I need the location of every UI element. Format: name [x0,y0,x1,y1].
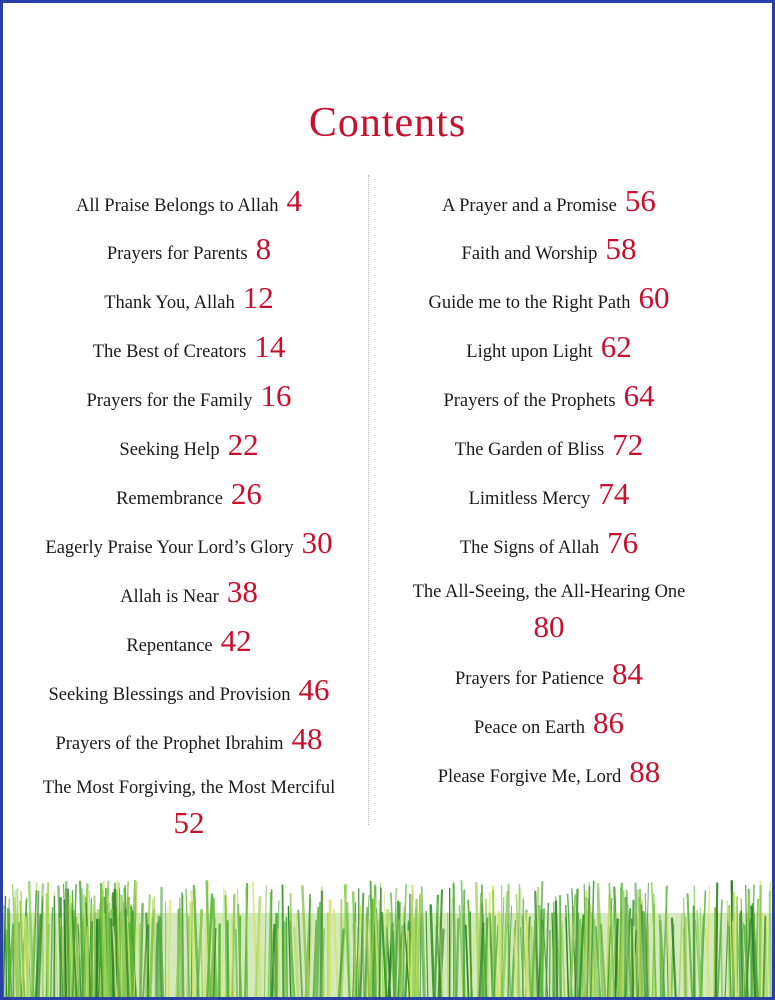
toc-entry[interactable] [9,330,369,370]
toc-entry-title: A Prayer and a Promise [442,196,617,216]
toc-entry-title: The Garden of Bliss [454,440,605,460]
toc-entry-title: The Most Forgiving, the Most Merciful [42,778,336,798]
toc-entry-title: The Signs of Allah [459,538,600,558]
toc-entry[interactable] [369,477,729,517]
toc-entry-page: 60 [638,280,670,315]
contents-column-left [9,3,369,997]
toc-entry[interactable] [9,771,369,840]
toc-entry-page: 46 [298,672,330,707]
toc-entry[interactable] [369,330,729,370]
contents-column-right [369,3,729,997]
toc-entry-title: Remembrance [116,489,223,509]
page-title: Contents [308,100,467,146]
toc-entry-page: 8 [255,231,272,266]
toc-entry-page: 14 [254,329,286,364]
toc-entry[interactable] [369,184,729,224]
toc-entry[interactable] [9,624,369,664]
toc-entry-page: 84 [611,656,643,691]
toc-entry-page: 64 [623,378,655,413]
toc-entry-page: 12 [242,280,274,315]
toc-entry-page: 62 [600,329,632,364]
toc-entry-title: The All-Seeing, the All-Hearing One [412,582,686,602]
toc-entry-page: 76 [607,525,639,560]
toc-entry[interactable] [369,428,729,468]
toc-entry-title: Guide me to the Right Path [428,293,631,313]
toc-entry-title: All Praise Belongs to Allah [76,196,279,216]
toc-entry[interactable] [369,232,729,272]
toc-entry[interactable] [9,477,369,517]
toc-entry-title: Peace on Earth [474,718,585,738]
toc-entry-title: Seeking Blessings and Provision [48,685,291,705]
toc-entry-page: 72 [612,427,644,462]
toc-entry[interactable] [369,657,729,697]
toc-entry[interactable] [9,722,369,762]
grass-illustration [3,873,772,997]
toc-entry-title: Prayers for Parents [106,244,248,264]
toc-entry-title: The Best of Creators [92,342,247,362]
toc-entry[interactable] [9,575,369,615]
toc-entry-title: Prayers for the Family [86,391,253,411]
toc-entry-page: 30 [301,525,333,560]
toc-entry[interactable] [369,575,729,644]
toc-entry-page: 58 [605,231,637,266]
toc-entry[interactable] [369,281,729,321]
toc-entry[interactable] [9,184,369,224]
toc-entry-page: 52 [173,805,205,840]
toc-entry[interactable] [9,428,369,468]
toc-entry-title: Limitless Mercy [468,489,591,509]
toc-entry[interactable] [9,281,369,321]
toc-entry-title: Eagerly Praise Your Lord’s Glory [45,538,294,558]
toc-entry-page: 86 [592,705,624,740]
toc-entry-page: 4 [286,183,302,218]
toc-entry-page: 42 [220,623,252,658]
toc-entry[interactable] [9,379,369,419]
toc-entry-page: 56 [624,183,656,218]
toc-entry-page: 22 [227,427,259,462]
toc-entry[interactable] [9,673,369,713]
toc-entry-title: Allah is Near [120,587,219,607]
toc-entry-page: 80 [533,609,565,644]
toc-entry-title: Prayers for Patience [455,669,604,689]
toc-entry-page: 74 [598,476,630,511]
toc-entry[interactable] [9,526,369,566]
toc-entry-title: Thank You, Allah [104,293,235,313]
toc-entry-title: Faith and Worship [461,244,598,264]
toc-entry-title: Seeking Help [119,440,220,460]
toc-entry-title: Repentance [126,636,213,656]
toc-entry[interactable] [369,706,729,746]
toc-entry-title: Light upon Light [466,342,593,362]
toc-entry-page: 38 [226,574,258,609]
toc-entry-page: 88 [629,754,661,789]
toc-entry-title: Please Forgive Me, Lord [437,767,622,787]
toc-entry[interactable] [9,232,369,272]
toc-entry-page: 26 [230,476,262,511]
toc-entry[interactable] [369,526,729,566]
toc-entry[interactable] [369,755,729,795]
toc-entry-page: 48 [291,721,323,756]
toc-entry-title: Prayers of the Prophet Ibrahim [55,734,284,754]
toc-entry[interactable] [369,379,729,419]
toc-entry-title: Prayers of the Prophets [443,391,616,411]
toc-entry-page: 16 [260,378,292,413]
